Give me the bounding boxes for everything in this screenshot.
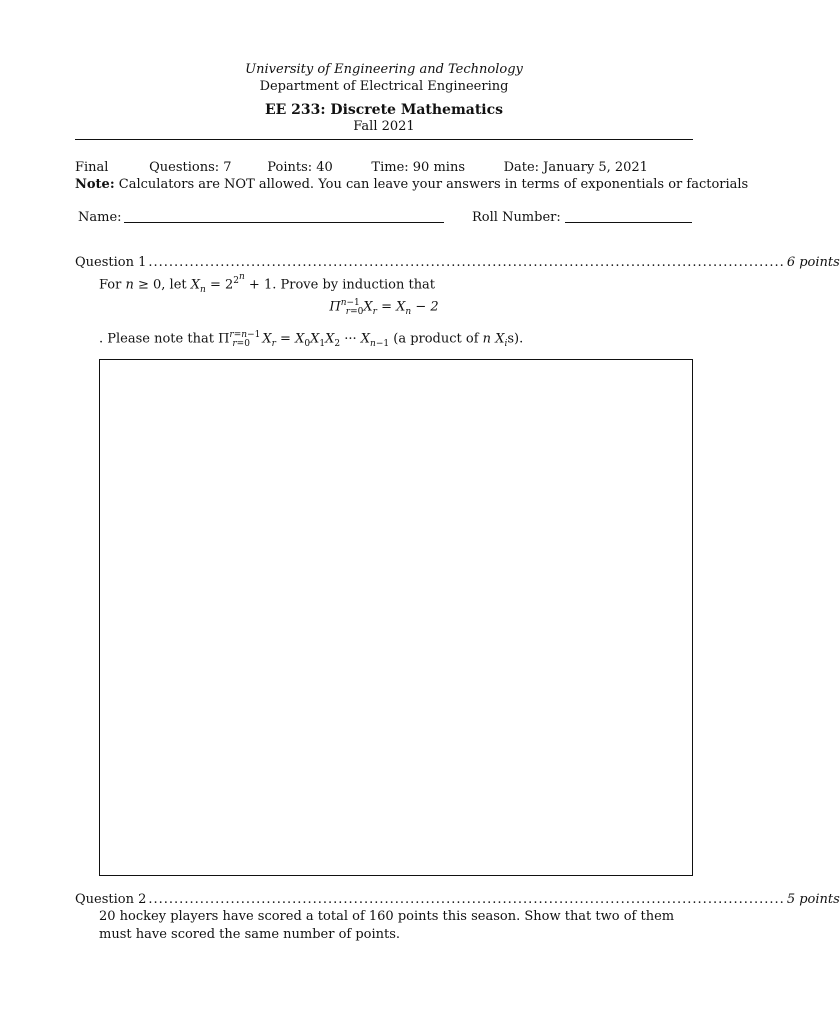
question-1-statement: For n ≥ 0, let $X_n = 2^{2^n} + 1$. Prove by induction that	[99, 272, 436, 295]
question-1-equation: $\Pi^{n-1}_{r=0}X_r = X_n - 2$	[329, 298, 439, 317]
roll-number-label: Roll Number:	[472, 210, 561, 225]
exam-info-row	[75, 160, 695, 175]
exam-date: Date: January 5, 2021	[503, 160, 648, 175]
note-text: Calculators are NOT allowed. You can leave your answers in terms of exponentials or factorials	[118, 177, 749, 192]
department-name: Department of Electrical Engineering	[259, 79, 509, 94]
name-label: Name:	[78, 210, 122, 225]
leader-dots: ............................................................................................................................	[148, 892, 785, 907]
question-1-points: 6 points	[786, 255, 840, 270]
header-divider	[75, 139, 693, 140]
total-points: Points: 40	[267, 160, 333, 175]
name-field[interactable]	[124, 222, 444, 223]
exam-type: Final	[75, 160, 109, 175]
leader-dots: ............................................................................................................................	[148, 255, 785, 270]
university-name: University of Engineering and Technology	[245, 62, 523, 77]
question-2-title: Question 2	[75, 892, 147, 907]
exam-note	[75, 177, 749, 192]
question-1-header	[75, 255, 840, 270]
exam-time: Time: 90 mins	[371, 160, 465, 175]
term: Fall 2021	[353, 119, 415, 134]
roll-number-field[interactable]	[565, 222, 692, 223]
question-1-title: Question 1	[75, 255, 147, 270]
question-1-answer-box[interactable]	[99, 359, 693, 876]
note-label: Note:	[75, 177, 115, 192]
question-2-statement: 20 hockey players have scored a total of 160 points this season. Show that two of them must have scored the same number of points.	[99, 909, 675, 942]
question-1-note: . Please note that $\Pi^{r=n-1}_{r=0}$ $X_r = X_0X_1X_2$ ··· $X_{n-1}$ (a product of n $X_is$).	[99, 330, 524, 349]
question-2-header	[75, 892, 840, 907]
question-2-points: 5 points	[786, 892, 840, 907]
question-count: Questions: 7	[149, 160, 232, 175]
course-title: EE 233: Discrete Mathematics	[264, 102, 504, 118]
